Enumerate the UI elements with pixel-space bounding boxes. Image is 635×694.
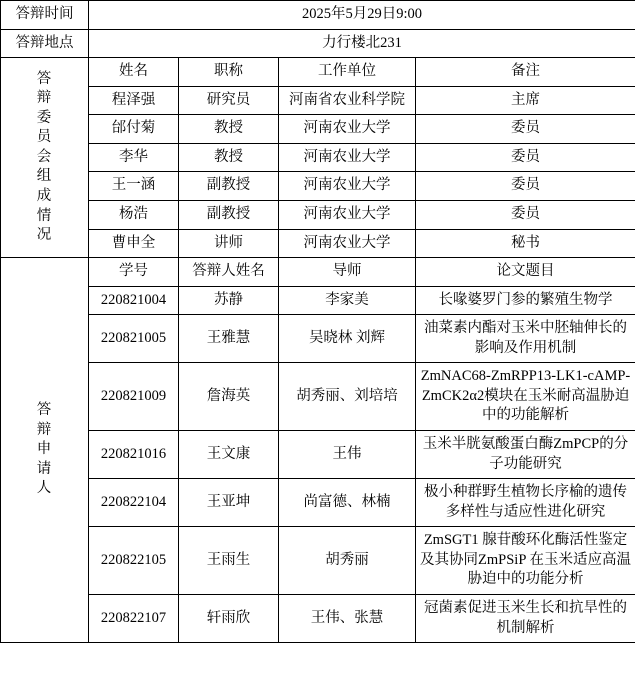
side-label-char: 会 bbox=[36, 148, 53, 165]
applicant-thesis-title: 玉米半胱氨酸蛋白酶ZmPCP的分子功能研究 bbox=[416, 431, 635, 479]
applicant-advisor: 胡秀丽 bbox=[279, 527, 416, 595]
committee-member-remark: 委员 bbox=[416, 115, 635, 144]
table-row bbox=[1, 527, 635, 595]
side-label-char: 申 bbox=[36, 441, 53, 458]
side-label-char: 委 bbox=[36, 109, 53, 126]
committee-member-name: 王一涵 bbox=[89, 172, 179, 201]
applicant-advisor: 尚富德、林楠 bbox=[279, 479, 416, 527]
applicant-student-id: 220822105 bbox=[89, 527, 179, 595]
column-header-thesis-title: 论文题目 bbox=[416, 258, 635, 287]
applicant-name: 轩雨欣 bbox=[179, 594, 279, 642]
column-header-advisor: 导师 bbox=[279, 258, 416, 287]
applicant-student-id: 220821004 bbox=[89, 286, 179, 315]
committee-member-title: 教授 bbox=[179, 143, 279, 172]
applicant-name: 王雨生 bbox=[179, 527, 279, 595]
table-row bbox=[1, 143, 635, 172]
committee-member-workplace: 河南农业大学 bbox=[279, 172, 416, 201]
table-row bbox=[1, 29, 635, 58]
column-header-applicant-name: 答辩人姓名 bbox=[179, 258, 279, 287]
table-row bbox=[1, 1, 635, 30]
side-label-char: 成 bbox=[36, 187, 53, 204]
committee-member-name: 程泽强 bbox=[89, 86, 179, 115]
side-label-char: 辩 bbox=[36, 90, 53, 107]
table-row bbox=[1, 286, 635, 315]
applicant-student-id: 220822104 bbox=[89, 479, 179, 527]
column-header-workplace: 工作单位 bbox=[279, 58, 416, 87]
applicant-student-id: 220821005 bbox=[89, 315, 179, 363]
side-label-committee bbox=[1, 58, 89, 258]
committee-member-title: 教授 bbox=[179, 115, 279, 144]
table-row bbox=[1, 86, 635, 115]
label-defense-time: 答辩时间 bbox=[1, 1, 89, 30]
committee-member-title: 副教授 bbox=[179, 200, 279, 229]
column-header-name: 姓名 bbox=[89, 58, 179, 87]
applicant-thesis-title: 长喙婆罗门参的繁殖生物学 bbox=[416, 286, 635, 315]
side-label-char: 答 bbox=[36, 70, 53, 87]
table-row bbox=[1, 594, 635, 642]
side-label-char: 情 bbox=[36, 207, 53, 224]
committee-member-workplace: 河南农业大学 bbox=[279, 200, 416, 229]
applicant-advisor: 王伟 bbox=[279, 431, 416, 479]
applicant-advisor: 王伟、张慧 bbox=[279, 594, 416, 642]
table-row bbox=[1, 258, 635, 287]
applicant-name: 王雅慧 bbox=[179, 315, 279, 363]
committee-member-title: 研究员 bbox=[179, 86, 279, 115]
value-defense-time: 2025年5月29日9:00 bbox=[89, 1, 635, 30]
side-label-char: 答 bbox=[36, 402, 53, 419]
applicant-name: 王亚坤 bbox=[179, 479, 279, 527]
applicant-thesis-title: ZmNAC68-ZmRPP13-LK1-cAMP-ZmCK2α2模块在玉米耐高温胁迫中的功能解析 bbox=[416, 363, 635, 431]
table-row bbox=[1, 315, 635, 363]
committee-member-workplace: 河南省农业科学院 bbox=[279, 86, 416, 115]
table-row bbox=[1, 200, 635, 229]
applicant-student-id: 220822107 bbox=[89, 594, 179, 642]
value-defense-place: 力行楼北231 bbox=[89, 29, 635, 58]
label-defense-place: 答辩地点 bbox=[1, 29, 89, 58]
applicant-name: 苏静 bbox=[179, 286, 279, 315]
side-label-applicants bbox=[1, 258, 89, 643]
column-header-student-id: 学号 bbox=[89, 258, 179, 287]
committee-member-workplace: 河南农业大学 bbox=[279, 115, 416, 144]
committee-member-remark: 委员 bbox=[416, 143, 635, 172]
committee-member-name: 杨浩 bbox=[89, 200, 179, 229]
committee-member-remark: 主席 bbox=[416, 86, 635, 115]
committee-member-workplace: 河南农业大学 bbox=[279, 229, 416, 258]
applicant-thesis-title: 油菜素内酯对玉米中胚轴伸长的影响及作用机制 bbox=[416, 315, 635, 363]
committee-member-title: 讲师 bbox=[179, 229, 279, 258]
column-header-remark: 备注 bbox=[416, 58, 635, 87]
applicant-name: 詹海英 bbox=[179, 363, 279, 431]
table-row bbox=[1, 58, 635, 87]
committee-member-workplace: 河南农业大学 bbox=[279, 143, 416, 172]
applicant-name: 王文康 bbox=[179, 431, 279, 479]
applicant-advisor: 李家美 bbox=[279, 286, 416, 315]
committee-member-remark: 秘书 bbox=[416, 229, 635, 258]
committee-member-name: 李华 bbox=[89, 143, 179, 172]
applicant-student-id: 220821009 bbox=[89, 363, 179, 431]
table-row bbox=[1, 363, 635, 431]
applicant-advisor: 吴晓林 刘辉 bbox=[279, 315, 416, 363]
committee-member-remark: 委员 bbox=[416, 172, 635, 201]
applicant-thesis-title: ZmSGT1 腺苷酸环化酶活性鉴定及其协同ZmPSiP 在玉米适应高温胁迫中的功能分析 bbox=[416, 527, 635, 595]
committee-member-title: 副教授 bbox=[179, 172, 279, 201]
table-row bbox=[1, 172, 635, 201]
side-label-char: 人 bbox=[36, 480, 53, 497]
applicant-student-id: 220821016 bbox=[89, 431, 179, 479]
side-label-char: 请 bbox=[36, 460, 53, 477]
table-row bbox=[1, 229, 635, 258]
committee-member-name: 邰付菊 bbox=[89, 115, 179, 144]
side-label-char: 员 bbox=[36, 129, 53, 146]
committee-member-name: 曹申全 bbox=[89, 229, 179, 258]
table-row bbox=[1, 479, 635, 527]
side-label-char: 辩 bbox=[36, 421, 53, 438]
applicant-advisor: 胡秀丽、刘培培 bbox=[279, 363, 416, 431]
table-row bbox=[1, 431, 635, 479]
committee-member-remark: 委员 bbox=[416, 200, 635, 229]
applicant-thesis-title: 极小种群野生植物长序榆的遗传多样性与适应性进化研究 bbox=[416, 479, 635, 527]
table-row bbox=[1, 115, 635, 144]
side-label-char: 况 bbox=[36, 227, 53, 244]
side-label-char: 组 bbox=[36, 168, 53, 185]
column-header-title: 职称 bbox=[179, 58, 279, 87]
applicant-thesis-title: 冠菌素促进玉米生长和抗旱性的机制解析 bbox=[416, 594, 635, 642]
